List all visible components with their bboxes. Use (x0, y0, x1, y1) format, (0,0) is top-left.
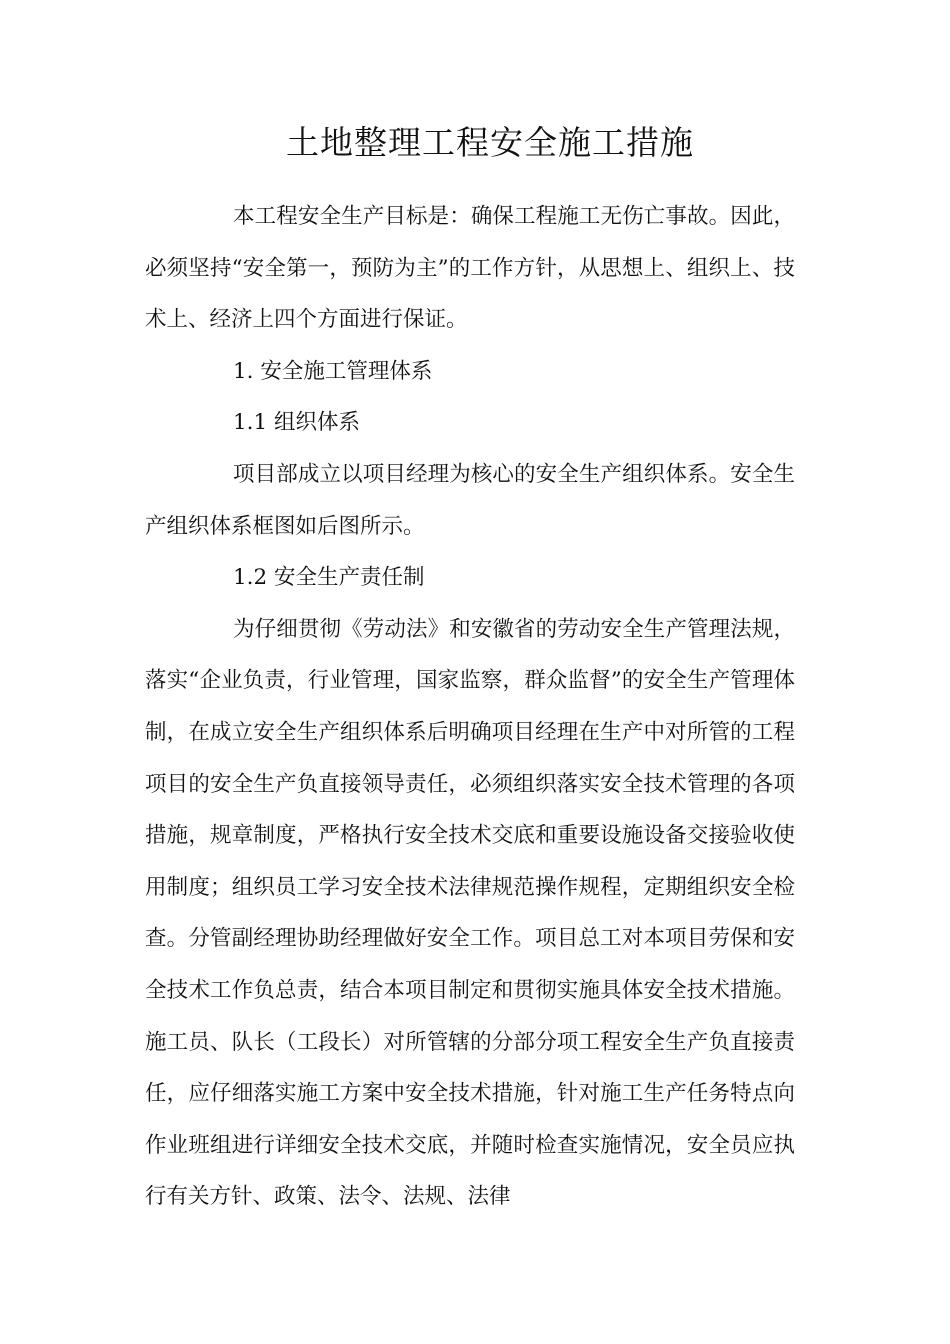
organization-paragraph: 项目部成立以项目经理为核心的安全生产组织体系。安全生产组织体系框图如后图所示。 (145, 461, 795, 539)
document-body (145, 191, 795, 1223)
subsection-heading-1-2: 1.2 安全生产责任制 (233, 565, 425, 591)
intro-paragraph: 本工程安全生产目标是：确保工程施工无伤亡事故。因此，必须坚持“安全第一，预防为主”的工作方针，从思想上、组织上、技术上、经济上四个方面进行保证。 (145, 204, 795, 333)
responsibility-paragraph: 为仔细贯彻《劳动法》和安徽省的劳动安全生产管理法规，落实“企业负责，行业管理，国家监察，群众监督”的安全生产管理体制，在成立安全生产组织体系后明确项目经理在生产中对所管的工程项目的安全生产负直接领导责任，必须组织落实安全技术管理的各项措施，规章制度，严格执行安全技术交底和重要设施设备交接验收使用制度；组织员工学习安全技术法律规范操作规程，定期组织安全检查。分管副经理协助经理做好安全工作。项目总工对本项目劳保和安全技术工作负总责，结合本项目制定和贯彻实施具体安全技术措施。施工员、队长（工段长）对所管辖的分部分项工程安全生产负直接责任，应仔细落实施工方案中安全技术措施，针对施工生产任务特点向作业班组进行详细安全技术交底，并随时检查实施情况，安全员应执行有关方针、政策、法令、法规、法律 (145, 616, 795, 1210)
document-title: 土地整理工程安全施工措施 (286, 123, 694, 162)
section-heading-1: 1. 安全施工管理体系 (233, 358, 433, 384)
subsection-heading-1-1: 1.1 组织体系 (233, 410, 361, 436)
